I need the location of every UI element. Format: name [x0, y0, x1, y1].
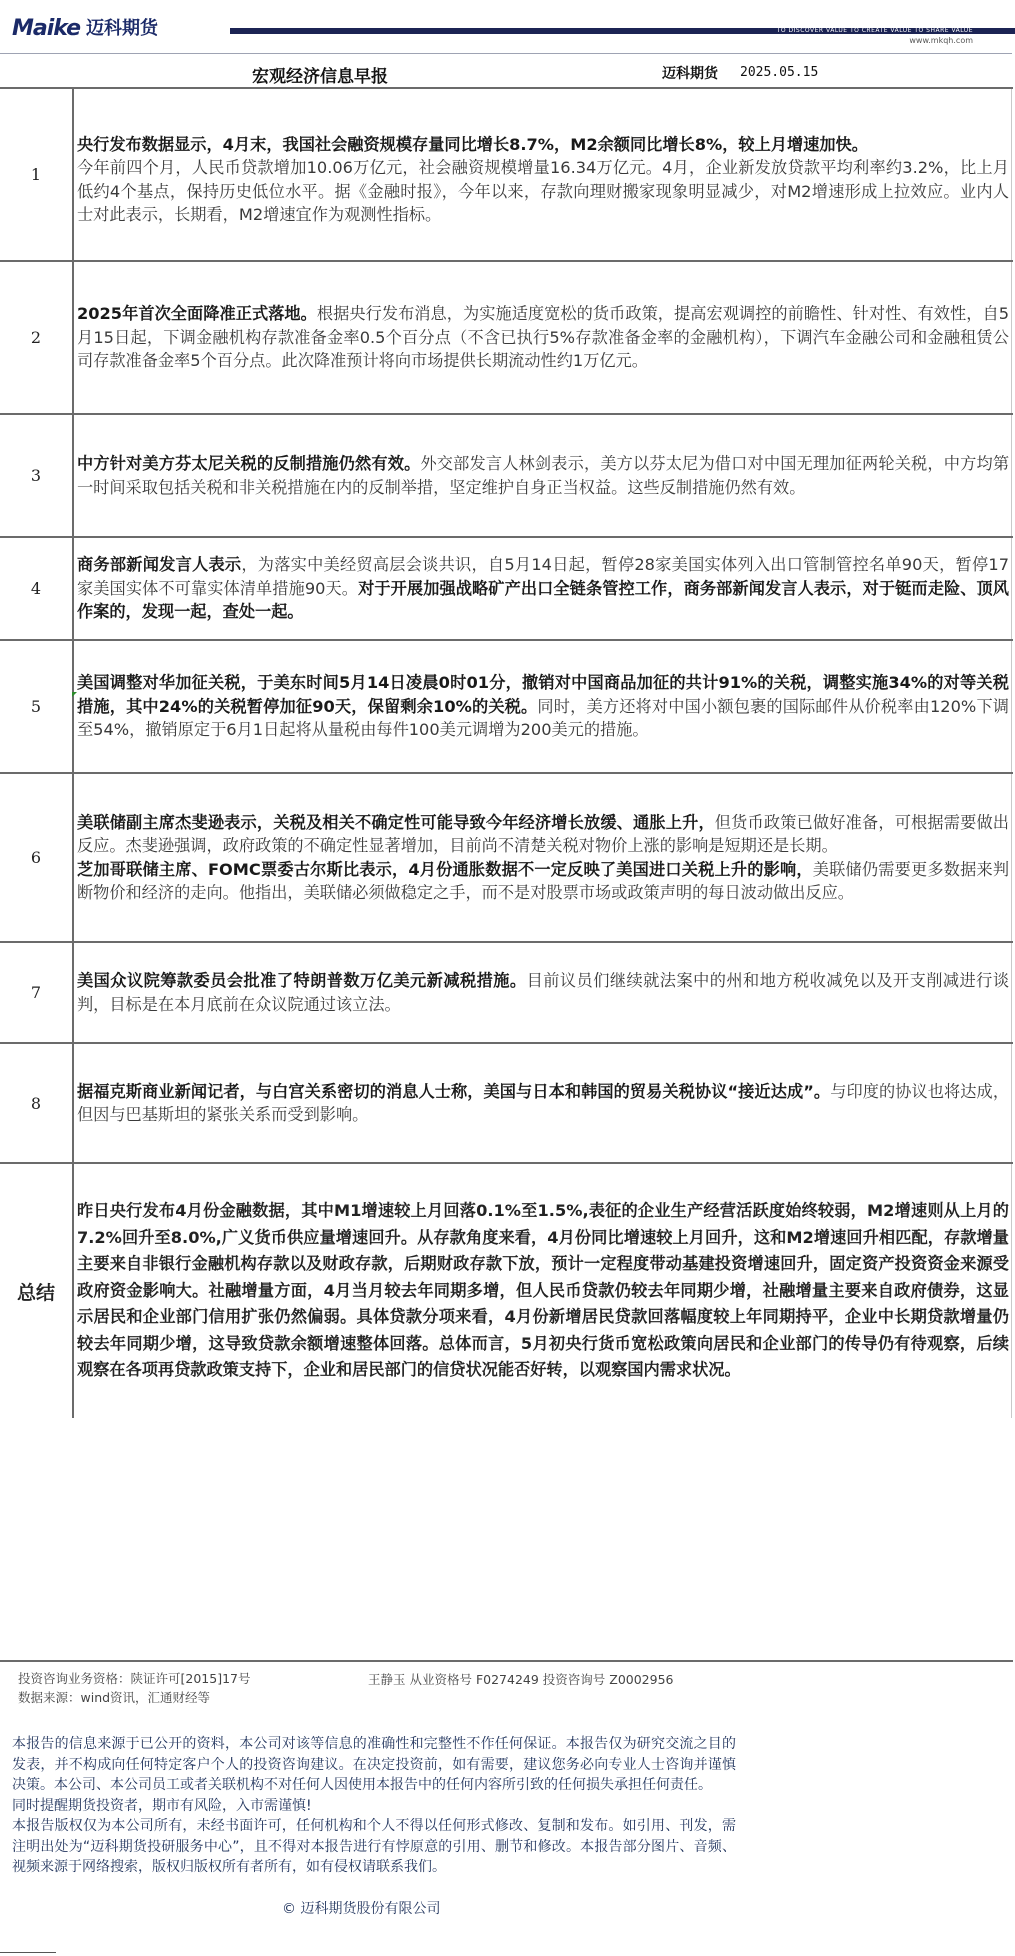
- bottom-rule: [0, 1952, 56, 1953]
- headline: 美联储副主席杰斐逊表示，关税及相关不确定性可能导致今年经济增长放缓、通胀上升，: [77, 812, 715, 832]
- table-row: [0, 772, 1013, 941]
- headline: 商务部新闻发言人表示: [77, 555, 242, 575]
- row-number: 1: [0, 89, 74, 260]
- row-number: 2: [0, 262, 74, 413]
- table-row: [0, 87, 1013, 260]
- body-text: 外交部发言人林剑表示，美方以芬太尼为借口对中国无理加征两轮关税，中方均第一时间采取包括关税和非关税措施在内的反制举措，坚定维护自身正当权益。这些反制措施仍然有效。: [77, 454, 1010, 497]
- copyright: © 迈科期货股份有限公司: [282, 1901, 441, 1917]
- headline: 中方针对美方芬太尼关税的反制措施仍然有效。: [77, 454, 421, 473]
- body-text: ，为落实中美经贸高层会谈共识，自5月14日起，暂停28家美国实体列入出口管制管控名单90天，暂停17家美国实体不可靠实体清单措施90天。: [77, 555, 1009, 598]
- report-org: 迈科期货: [662, 66, 718, 82]
- row-content: [74, 774, 1012, 941]
- body-text: 但货币政策已做好准备，可根据需要做出反应。杰斐逊强调，政府政策的不确定性显著增加，目前尚不清楚关税对物价上涨的影响是短期还是长期。: [77, 812, 1009, 855]
- row-number: 8: [0, 1044, 74, 1162]
- body-text-2: 美联储仍需要更多数据来判断物价和经济的走向。他指出，美联储必须做稳定之手，而不是对股票市场或政策声明的每日波动做出反应。: [77, 859, 1010, 902]
- table-row: [0, 413, 1013, 536]
- report-title: 宏观经济信息早报: [252, 67, 388, 87]
- tagline: TO DISCOVER VALUE TO CREATE VALUE TO SHARE VALUE: [776, 27, 973, 34]
- row-number: 5: [0, 641, 74, 772]
- company-logo: [12, 18, 158, 40]
- body-text: 与印度的协议也将达成，但因与巴基斯坦的紧张关系而受到影响。: [77, 1081, 1010, 1124]
- row-number: 7: [0, 943, 74, 1042]
- logo-chinese-name: 迈科期货: [86, 18, 159, 39]
- row-content: [74, 641, 1012, 772]
- summary-label: 总结: [0, 1164, 74, 1418]
- disclaimer: [12, 1734, 736, 1878]
- summary-row: [0, 1162, 1013, 1418]
- row-content: [74, 943, 1012, 1042]
- qualification-text: 投资咨询业务资格：陕证许可[2015]17号: [18, 1671, 251, 1686]
- row-content: [74, 262, 1012, 413]
- page-header: [0, 0, 1015, 60]
- analyst-info: 王静玉 从业资格号 F0274249 投资咨询号 Z0002956: [368, 1672, 674, 1687]
- table-row: [0, 1042, 1013, 1162]
- table-row: [0, 536, 1013, 639]
- headline: 美国调整对华加征关税，于美东时间5月14日凌晨0时01分，撤销对中国商品加征的共计91%的关税，调整实施34%的对等关税措施，其中24%的关税暂停加征90天，保留剩余10%的关税。: [77, 673, 1009, 716]
- headline: 央行发布数据显示，4月末，我国社会融资规模存量同比增长8.7%，M2余额同比增长8%，较上月增速加快。: [77, 134, 868, 154]
- body-text: 目前议员们继续就法案中的州和地方税收减免以及开支削减进行谈判，目标是在本月底前在众议院通过该立法。: [77, 971, 1010, 1014]
- row-number: 6: [0, 774, 74, 941]
- headline-2: 对于开展加强战略矿产出口全链条管控工作，商务部新闻发言人表示，对于铤而走险、顶风作案的，发现一起，查处一起。: [77, 578, 1009, 622]
- row-number: 4: [0, 538, 74, 639]
- footer-divider: [0, 1660, 1013, 1662]
- summary-content: [74, 1164, 1012, 1418]
- row-content: [74, 1044, 1012, 1162]
- risk-warning: 同时提醒期货投资者，期市有风险，入市需谨慎!: [12, 1797, 312, 1814]
- cell-marker: [72, 692, 77, 697]
- title-row: [0, 53, 1012, 88]
- copyright-notice: 本报告版权仅为本公司所有，未经书面许可，任何机构和个人不得以任何形式修改、复制和发布。如引用、刊发，需注明出处为“迈科期货投研服务中心”，且不得对本报告进行有悖原意的引用、删节和修改。本报告部分图片、音频、视频来源于网络搜索，版权归版权所有者所有，如有侵权请联系我们。: [12, 1818, 736, 1875]
- row-content: [74, 538, 1012, 639]
- headline: 美国众议院筹款委员会批准了特朗普数万亿美元新减税措施。: [77, 971, 527, 990]
- row-content: [74, 415, 1012, 536]
- summary-text: 昨日央行发布4月份金融数据，其中M1增速较上月回落0.1%至1.5%,表征的企业生产经营活跃度始终较弱，M2增速则从上月的7.2%回升至8.0%,广义货币供应量增速回升。从存款角度来看，4月份同比增速较上月回升，这和M2增速回升相匹配，存款增量主要来自非银行金融机构存款以及财政存款，后期财政存款下放，预计一定程度带动基建投资增速回升，固定资产投资资金来源受政府资金影响大。社融增量方面，4月当月较去年同期多增，但人民币贷款仍较去年同期少增，社融增量主要来自政府债券，这显示居民和企业部门信用扩张仍然偏弱。具体贷款分项来看，4月份新增居民贷款回落幅度较上年同期持平，企业中长期贷款增量仍较去年同期少增，这导致贷款余额增速整体回落。总体而言，5月初央行货币宽松政策向居民和企业部门的传导仍有待观察，后续观察在各项再贷款政策支持下，企业和居民部门的信贷状况能否好转，以观察国内需求状况。: [77, 1201, 1009, 1380]
- table-row: [0, 941, 1013, 1042]
- body-text: 今年前四个月，人民币贷款增加10.06万亿元，社会融资规模增量16.34万亿元。4月，企业新发放贷款平均利率约3.2%，比上月低约4个基点，保持历史低位水平。据《金融时报》，今年以来，存款向理财搬家现象明显减少，对M2增速形成上拉效应。业内人士对此表示，长期看，M2增速宜作为观测性指标。: [77, 158, 1009, 224]
- headline: 据福克斯商业新闻记者，与白宫关系密切的消息人士称，美国与日本和韩国的贸易关税协议“接近达成”。: [77, 1081, 831, 1101]
- report-date: 2025.05.15: [740, 65, 819, 80]
- data-source: 数据来源：wind资讯，汇通财经等: [18, 1690, 211, 1705]
- website-text: www.mkqh.com: [909, 36, 973, 45]
- body-text: 根据央行发布消息，为实施适度宽松的货币政策，提高宏观调控的前瞻性、针对性、有效性，自5月15日起，下调金融机构存款准备金率0.5个百分点（不含已执行5%存款准备金率的金融机构），下调汽车金融公司和金融租赁公司存款准备金率5个百分点。此次降准预计将向市场提供长期流动性约1万亿元。: [77, 304, 1009, 371]
- table-row: [0, 639, 1013, 772]
- headline-2: 芝加哥联储主席、FOMC票委古尔斯比表示，4月份通胀数据不一定反映了美国进口关税上升的影响，: [77, 859, 813, 879]
- logo-wordmark: Maike: [12, 16, 81, 41]
- row-content: [74, 89, 1012, 260]
- table-row: [0, 260, 1013, 413]
- headline: 2025年首次全面降准正式落地。: [77, 304, 317, 324]
- body-text: 同时，美方还将对中国小额包裹的国际邮件从价税率由120%下调至54%，撤销原定于6月1日起将从量税由每件100美元调增为200美元的措施。: [77, 696, 1009, 740]
- disclaimer-paragraph: 本报告的信息来源于已公开的资料，本公司对该等信息的准确性和完整性不作任何保证。本报告仅为研究交流之目的发表，并不构成向任何特定客户个人的投资咨询建议。在决定投资前，如有需要，建议您务必向专业人士咨询并谨慎决策。本公司、本公司员工或者关联机构不对任何人因使用本报告中的任何内容所引致的任何损失承担任何责任。: [12, 1736, 736, 1793]
- row-number: 3: [0, 415, 74, 536]
